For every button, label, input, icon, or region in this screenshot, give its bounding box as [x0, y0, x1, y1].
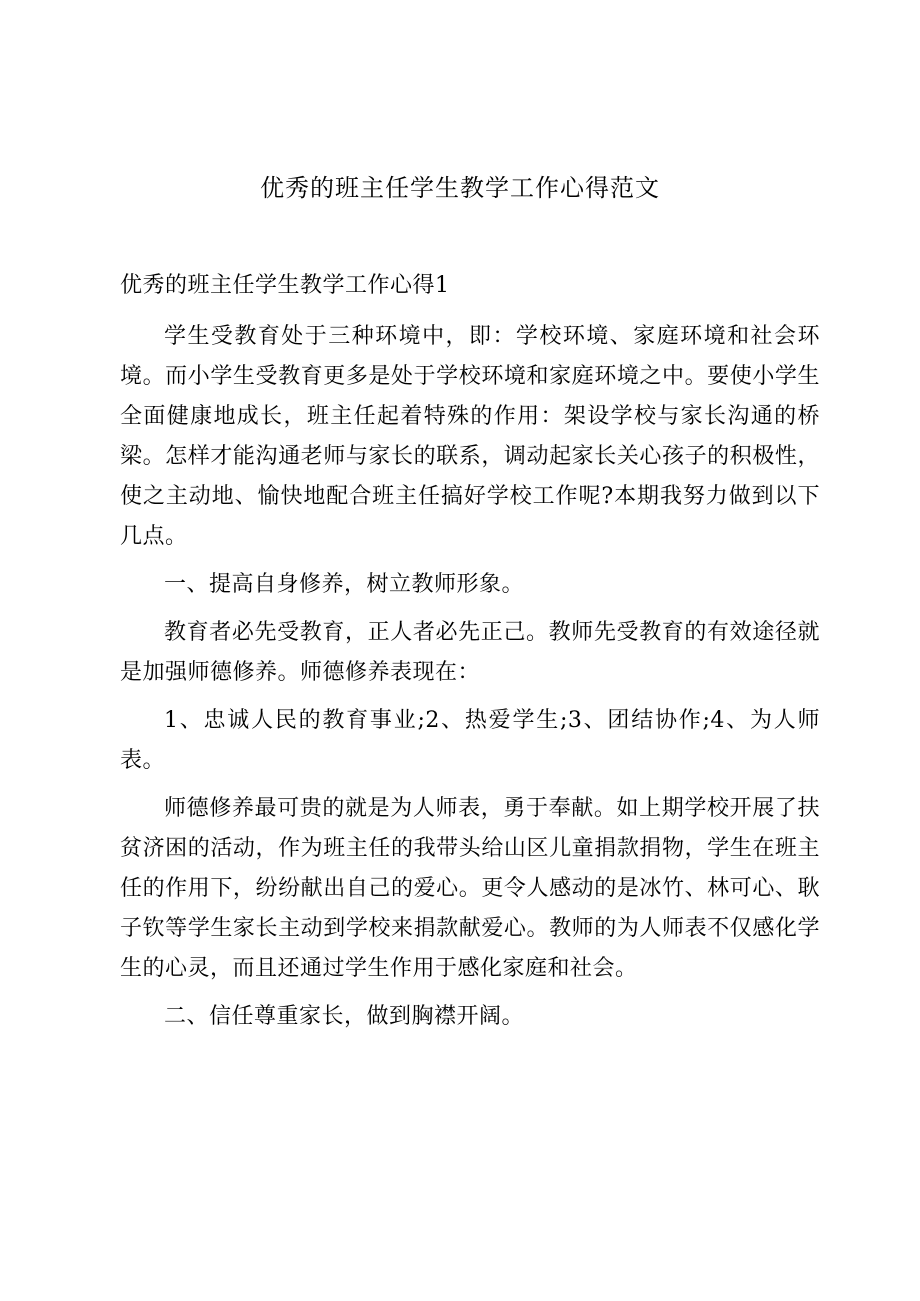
- document-title: 优秀的班主任学生教学工作心得范文: [260, 174, 660, 202]
- paragraph: 教育者必先受教育，正人者必先正己。教师先受教育的有效途径就是加强师德修养。师德修养表现在：: [120, 620, 820, 685]
- section-heading: 优秀的班主任学生教学工作心得1: [120, 273, 450, 298]
- paragraph: 1、忠诚人民的教育事业;2、热爱学生;3、团结协作;4、为人师表。: [120, 708, 820, 773]
- paragraph: 二、信任尊重家长，做到胸襟开阔。: [164, 1004, 525, 1029]
- paragraph: 师德修养最可贵的就是为人师表，勇于奉献。如上期学校开展了扶贫济困的活动，作为班主任的我带头给山区儿童捐款捐物，学生在班主任的作用下，纷纷献出自己的爱心。更令人感动的是冰竹、林可心、耿子钦等学生家长主动到学校来捐款献爱心。教师的为人师表不仅感化学生的心灵，而且还通过学生作用于感化家庭和社会。: [120, 796, 820, 981]
- paragraph: 一、提高自身修养，树立教师形象。: [164, 572, 525, 597]
- document-body: [120, 317, 820, 1045]
- paragraph: 学生受教育处于三种环境中，即：学校环境、家庭环境和社会环境。而小学生受教育更多是处于学校环境和家庭环境之中。要使小学生全面健康地成长，班主任起着特殊的作用：架设学校与家长沟通的桥梁。怎样才能沟通老师与家长的联系，调动起家长关心孩子的积极性，使之主动地、愉快地配合班主任搞好学校工作呢?本期我努力做到以下几点。: [120, 324, 820, 549]
